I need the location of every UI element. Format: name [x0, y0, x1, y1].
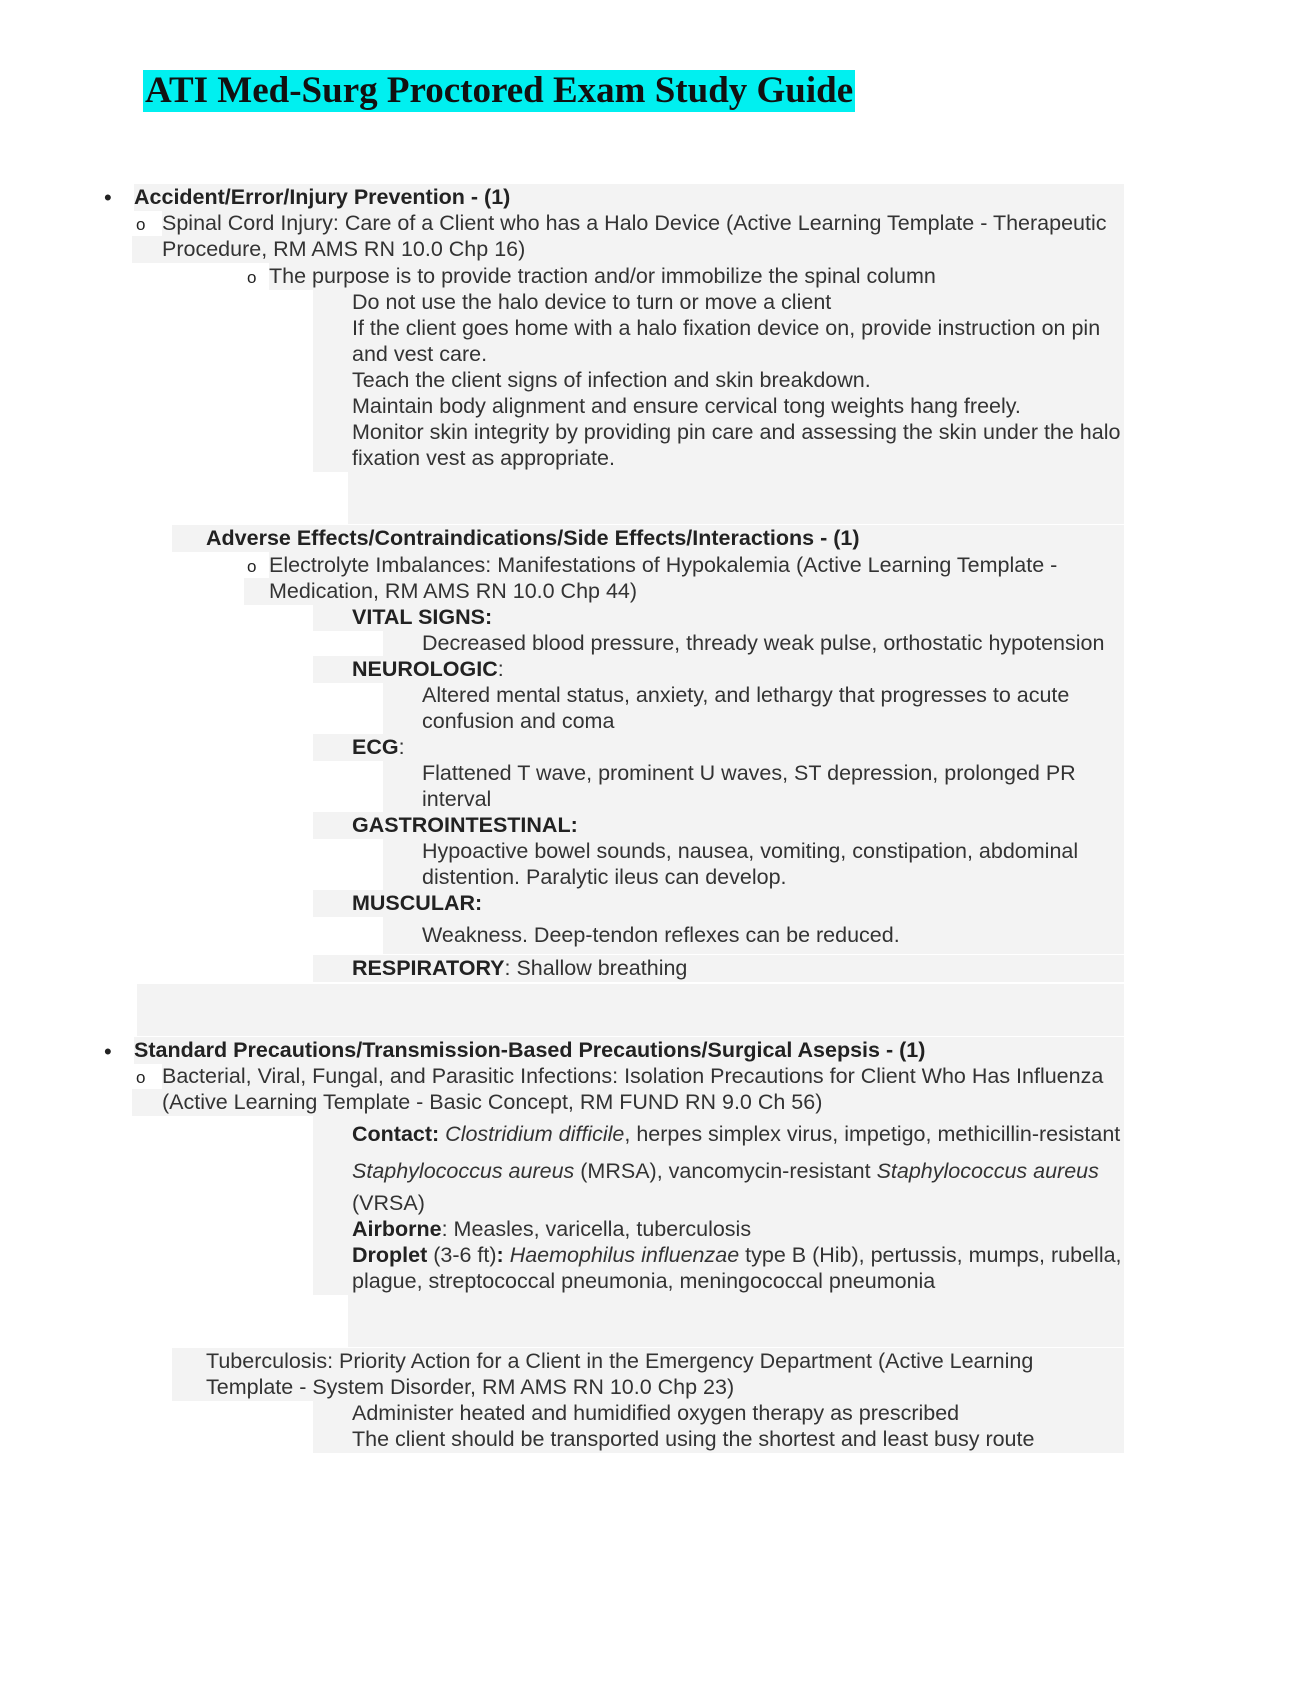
- neurologic-label: NEUROLOGIC:: [313, 656, 1124, 683]
- topic-hypokalemia-line1: Electrolyte Imbalances: Manifestations of Hypokalemia (Active Learning Template -: [269, 552, 1124, 579]
- halo-item-3: Teach the client signs of infection and skin breakdown.: [313, 367, 1124, 394]
- tuberculosis-item-1: Administer heated and humidified oxygen therapy as prescribed: [313, 1400, 1124, 1427]
- topic-isolation-line1: Bacterial, Viral, Fungal, and Parasitic Infections: Isolation Precautions for Client Who Has Influenza: [162, 1063, 1124, 1090]
- vital-signs-label: VITAL SIGNS:: [313, 604, 1124, 631]
- section-heading-standard-precautions: [134, 1037, 1124, 1064]
- gastrointestinal-label: GASTROINTESTINAL:: [313, 812, 1124, 839]
- neurologic-text-line2: confusion and coma: [383, 708, 1124, 735]
- ecg-label: ECG:: [313, 734, 1124, 761]
- contact-precautions-line3: (VRSA): [313, 1190, 1124, 1217]
- topic-tuberculosis-line1: Tuberculosis: Priority Action for a Client in the Emergency Department (Active Learning: [172, 1348, 1124, 1375]
- respiratory-line: RESPIRATORY: Shallow breathing: [313, 955, 1124, 982]
- topic-spinal-cord-line2: Procedure, RM AMS RN 10.0 Chp 16): [132, 236, 1124, 263]
- droplet-precautions-line1: Droplet (3-6 ft): Haemophilus influenzae type B (Hib), pertussis, mumps, rubella,: [313, 1242, 1124, 1269]
- muscular-label: MUSCULAR:: [313, 890, 1124, 917]
- gastrointestinal-text-line2: distention. Paralytic ileus can develop.: [383, 864, 1124, 891]
- topic-tuberculosis-line2: Template - System Disorder, RM AMS RN 10.0 Chp 23): [172, 1374, 1124, 1401]
- bullet-circle: o: [136, 215, 146, 234]
- halo-item-4: Maintain body alignment and ensure cervical tong weights hang freely.: [313, 393, 1124, 420]
- halo-item-1: Do not use the halo device to turn or move a client: [313, 289, 1124, 316]
- ecg-text-line1: Flattened T wave, prominent U waves, ST depression, prolonged PR: [383, 760, 1124, 787]
- bullet-disc: •: [104, 185, 112, 210]
- neurologic-text-line1: Altered mental status, anxiety, and lethargy that progresses to acute: [383, 682, 1124, 709]
- droplet-precautions-line2: plague, streptococcal pneumonia, meningococcal pneumonia: [313, 1268, 1124, 1295]
- contact-precautions-line1: Contact: Clostridium difficile, herpes simplex virus, impetigo, methicillin-resistant: [313, 1116, 1124, 1153]
- bullet-circle: o: [247, 268, 257, 287]
- halo-item-2-line1: If the client goes home with a halo fixation device on, provide instruction on pin: [313, 315, 1124, 342]
- muscular-text: Weakness. Deep-tendon reflexes can be reduced.: [383, 917, 1124, 954]
- blank-line: [348, 472, 1124, 524]
- bullet-circle: o: [136, 1068, 146, 1087]
- heading-text: Adverse Effects/Contraindications/Side Effects/Interactions - (1): [206, 526, 860, 550]
- tuberculosis-item-2: The client should be transported using the shortest and least busy route: [313, 1426, 1124, 1453]
- gastrointestinal-text-line1: Hypoactive bowel sounds, nausea, vomiting, constipation, abdominal: [383, 838, 1124, 865]
- halo-item-5-line2: fixation vest as appropriate.: [313, 445, 1124, 472]
- page-title: ATI Med-Surg Proctored Exam Study Guide: [145, 70, 854, 111]
- heading-text: Standard Precautions/Transmission-Based Precautions/Surgical Asepsis - (1): [134, 1038, 926, 1062]
- heading-text: Accident/Error/Injury Prevention - (1): [134, 185, 511, 209]
- blank-line: [348, 1295, 1124, 1347]
- section-heading-accident: [134, 184, 1124, 211]
- topic-isolation-line2: (Active Learning Template - Basic Concept, RM FUND RN 9.0 Ch 56): [132, 1089, 1124, 1116]
- ecg-text-line2: interval: [383, 786, 1124, 813]
- halo-item-5-line1: Monitor skin integrity by providing pin care and assessing the skin under the halo: [313, 419, 1124, 446]
- vital-signs-text: Decreased blood pressure, thready weak pulse, orthostatic hypotension: [383, 630, 1124, 657]
- contact-precautions-line2: Staphylococcus aureus (MRSA), vancomycin-resistant Staphylococcus aureus: [313, 1153, 1124, 1190]
- blank-line: [137, 984, 1124, 1036]
- section-heading-adverse-effects: [172, 525, 1124, 552]
- halo-item-2-line2: and vest care.: [313, 341, 1124, 368]
- purpose-text: The purpose is to provide traction and/or immobilize the spinal column: [269, 263, 1124, 290]
- bullet-circle: o: [247, 557, 257, 576]
- topic-spinal-cord-line1: Spinal Cord Injury: Care of a Client who has a Halo Device (Active Learning Template - Therapeutic: [162, 210, 1124, 237]
- topic-hypokalemia-line2: Medication, RM AMS RN 10.0 Chp 44): [244, 578, 1124, 605]
- bullet-disc: •: [104, 1039, 112, 1064]
- airborne-precautions: Airborne: Measles, varicella, tuberculosis: [313, 1216, 1124, 1243]
